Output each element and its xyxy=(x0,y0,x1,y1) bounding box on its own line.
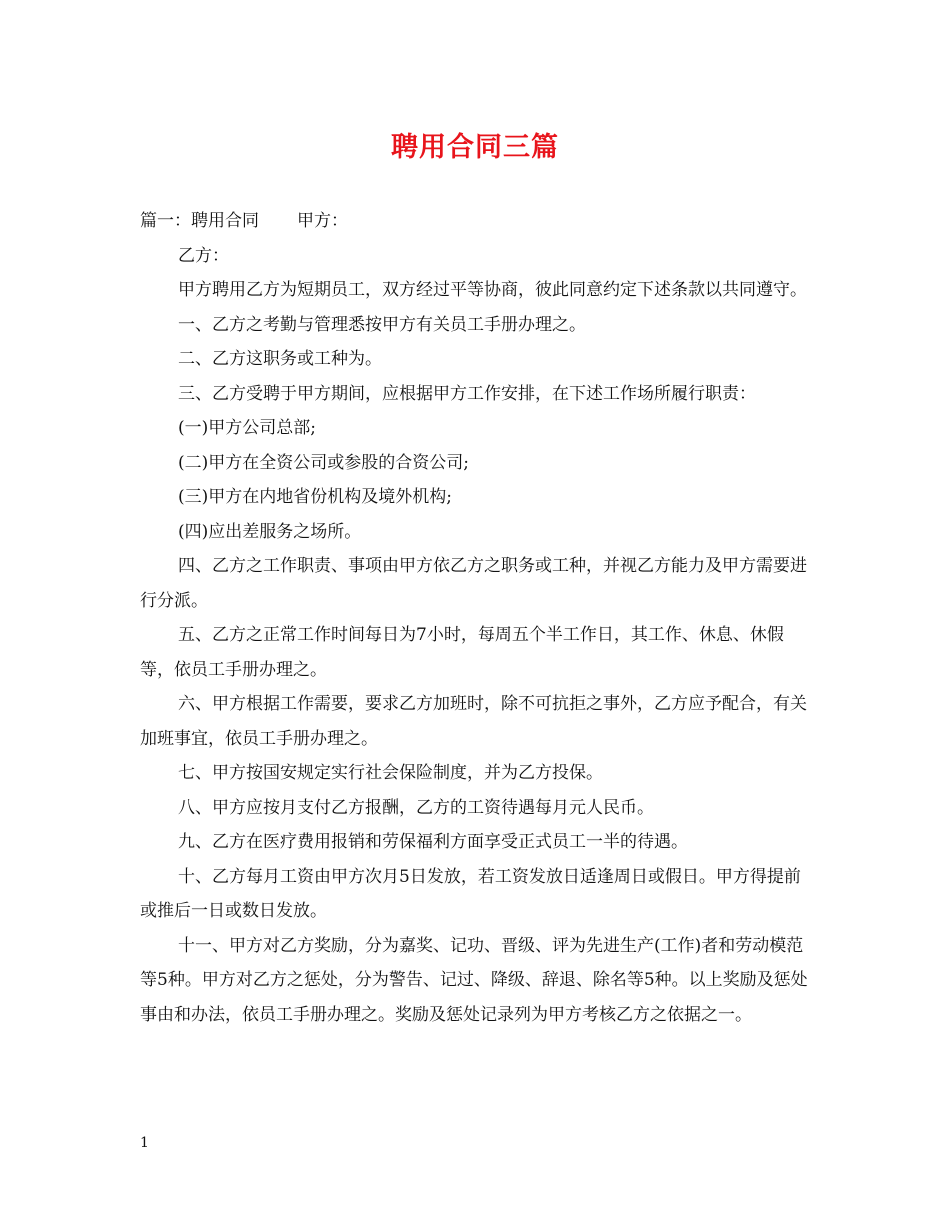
party-a-label: 甲方： xyxy=(297,211,348,231)
clause-7: 七、甲方按国安规定实行社会保险制度，并为乙方投保。 xyxy=(178,763,603,783)
clause-10: 十、乙方每月工资由甲方次月5日发放，若工资发放日适逢周日或假日。甲方得提前或推后一日或数日发放。 xyxy=(140,866,801,921)
intro-paragraph: 甲方聘用乙方为短期员工，双方经过平等协商，彼此同意约定下述条款以共同遵守。 xyxy=(178,280,807,300)
clause-6: 六、甲方根据工作需要，要求乙方加班时，除不可抗拒之事外，乙方应予配合，有关加班事宜，依员工手册办理之。 xyxy=(140,694,807,749)
clause-3-item-1: (一)甲方公司总部; xyxy=(178,418,316,438)
clause-5: 五、乙方之正常工作时间每日为7小时，每周五个半工作日，其工作、休息、休假等，依员工手册办理之。 xyxy=(140,625,784,680)
clause-3-item-3: (三)甲方在内地省份机构及境外机构; xyxy=(178,487,452,507)
clause-4: 四、乙方之工作职责、事项由甲方依乙方之职务或工种，并视乙方能力及甲方需要进行分派。 xyxy=(140,556,807,611)
document-body xyxy=(140,204,812,1032)
part-heading: 篇一：聘用合同 xyxy=(140,211,259,231)
document-title: 聘用合同三篇 xyxy=(391,132,559,163)
first-line xyxy=(140,204,812,239)
clause-3-item-2: (二)甲方在全资公司或参股的合资公司; xyxy=(178,452,469,473)
clause-9: 九、乙方在医疗费用报销和劳保福利方面享受正式员工一半的待遇。 xyxy=(178,832,688,852)
party-b-label: 乙方： xyxy=(178,245,229,266)
clause-8: 八、甲方应按月支付乙方报酬，乙方的工资待遇每月元人民币。 xyxy=(178,797,654,818)
clause-2: 二、乙方这职务或工种为。 xyxy=(178,349,382,369)
clause-3-item-4: (四)应出差服务之场所。 xyxy=(178,521,362,542)
clause-1: 一、乙方之考勤与管理悉按甲方有关员工手册办理之。 xyxy=(178,314,586,335)
page-number: 1 xyxy=(140,1135,149,1151)
clause-3: 三、乙方受聘于甲方期间，应根据甲方工作安排，在下述工作场所履行职责： xyxy=(178,383,756,404)
clause-11: 十一、甲方对乙方奖励，分为嘉奖、记功、晋级、评为先进生产(工作)者和劳动模范等5种。甲方对乙方之惩处，分为警告、记过、降级、辞退、除名等5种。以上奖励及惩处事由和办法，依员工手册办理之。奖励及惩处记录列为甲方考核乙方之依据之一。 xyxy=(140,935,808,1025)
